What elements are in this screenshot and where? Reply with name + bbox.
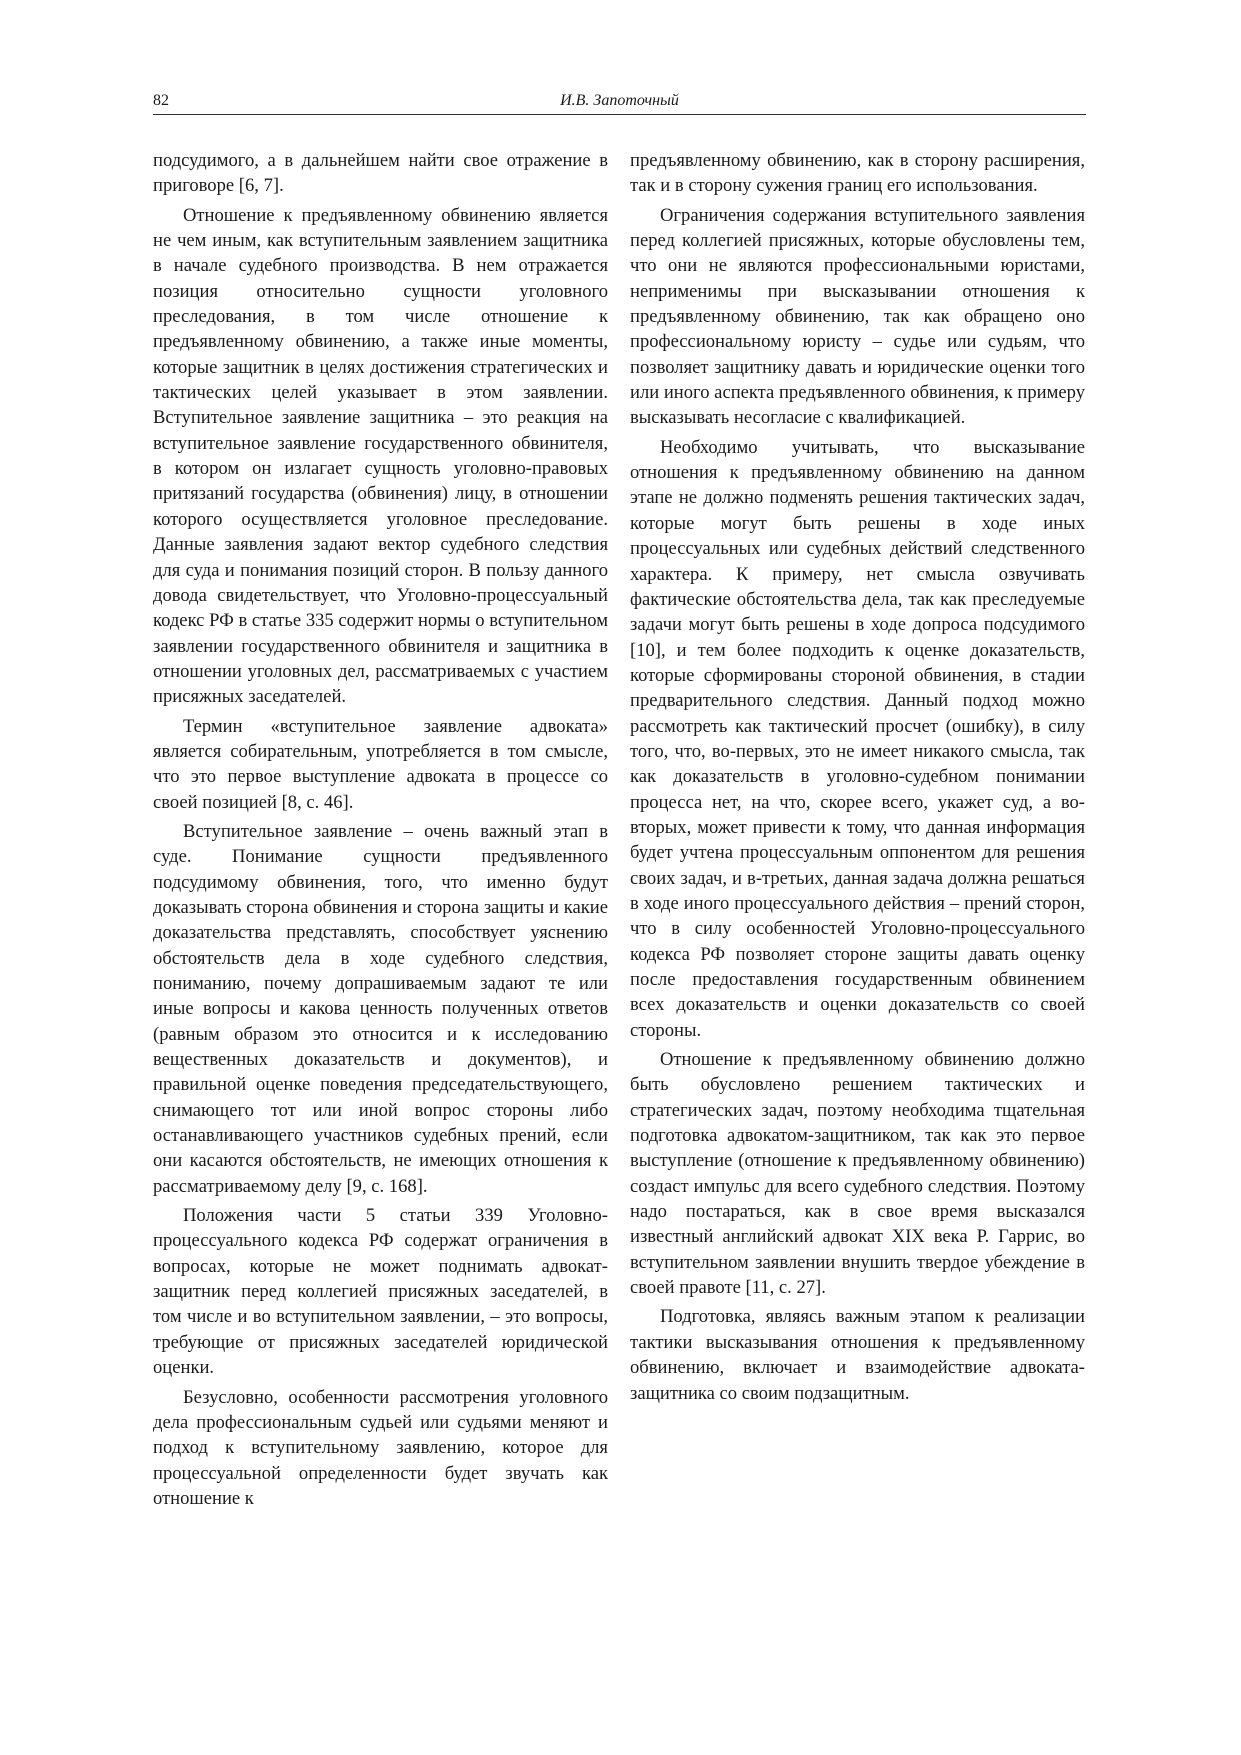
paragraph: Необходимо учитывать, что высказывание отношения к предъявленному обвинению на данном этапе не должно подменять решения тактических задач, которые могут быть решены в ходе иных процессуальных или судебных действий следственного характера. К примеру, нет смысла озвучивать фактические обстоятельства дела, так как преследуемые задачи могут быть решены в ходе допроса подсудимого [10], и тем более подходить к оценке доказательств, которые сформированы стороной обвинения, в стадии предварительного следствия. Данный подход можно рассмотреть как тактический просчет (ошибку), в силу того, что, во-первых, это не имеет никакого смысла, так как доказательств в уголовно-судебном понимании процесса нет, на что, скорее всего, укажет суд, а во-вторых, может привести к тому, что данная информация будет учтена процессуальным оппонентом для решения своих задач, и в-третьих, данная задача должна решаться в ходе иного процессуального действия – прений сторон, что в силу особенностей Уголовно-процессуального кодекса РФ позволяет стороне защиты давать оценку после предоставления государственным обвинением всех доказательств и оценки доказательств со своей стороны. (630, 436, 1085, 1041)
paragraph: Подготовка, являясь важным этапом к реализации тактики высказывания отношения к предъявленному обвинению, включает и взаимодействие адвоката-защитника со своим подзащитным. (630, 1306, 1085, 1404)
paragraph: Термин «вступительное заявление адвоката» является собирательным, употребляется в том смысле, что это первое выступление адвоката в процессе со своей позицией [8, с. 46]. (153, 715, 608, 813)
paragraph: Безусловно, особенности рассмотрения уголовного дела профессиональным судьей или судьями меняют и подход к вступительному заявлению, которое для процессуальной определенности будет звучать как отношение к (153, 1386, 608, 1509)
paragraph: Отношение к предъявленному обвинению является не чем иным, как вступительным заявлением защитника в начале судебного производства. В нем отражается позиция относительно сущности уголовного преследования, в том числе отношение к предъявленному обвинению, а также иные моменты, которые защитник в целях достижения стратегических и тактических целей указывает в этом заявлении. Вступительное заявление защитника – это реакция на вступительное заявление государственного обвинителя, в котором он излагает сущность уголовно-правовых притязаний государства (обвинения) лицу, в отношении которого осуществляется уголовное преследование. Данные заявления задают вектор судебного следствия для суда и понимания позиций сторон. В пользу данного довода свидетельствует, что Уголовно-процессуальный кодекс РФ в статье 335 содержит нормы о вступительном заявлении государственного обвинителя и защитника в отношении уголовных дел, рассматриваемых с участием присяжных заседателей. (153, 204, 608, 708)
right-column (630, 148, 1085, 1410)
left-column (153, 148, 608, 1515)
paragraph: предъявленному обвинению, как в сторону расширения, так и в сторону сужения границ его использования. (630, 150, 1085, 197)
paragraph: Вступительное заявление – очень важный этап в суде. Понимание сущности предъявленного подсудимому обвинения, того, что именно будут доказывать сторона обвинения и сторона защиты и какие доказательства представлять, способствует уяснению обстоятельств дела в ходе судебного следствия, пониманию, почему допрашиваемым задают те или иные вопросы и какова ценность полученных ответов (равным образом это относится и к исследованию вещественных доказательств и документов), и правильной оценке поведения председательствующего, снимающего тот или иной вопрос стороны либо останавливающего участников судебных прений, если они касаются обстоятельств, не имеющих отношения к рассматриваемому делу [9, с. 168]. (153, 820, 608, 1197)
paragraph: Отношение к предъявленному обвинению должно быть обусловлено решением тактических и стратегических задач, поэтому необходима тщательная подготовка адвокатом-защитником, так как это первое выступление (отношение к предъявленному обвинению) создаст импульс для всего судебного следствия. Поэтому надо постараться, как в свое время высказался известный английский адвокат XIX века Р. Гаррис, во вступительном заявлении внушить твердое убеждение в своей правоте [11, с. 27]. (630, 1049, 1085, 1299)
page-header (153, 92, 1086, 115)
paragraph: подсудимого, а в дальнейшем найти свое отражение в приговоре [6, 7]. (153, 150, 608, 197)
paragraph: Ограничения содержания вступительного заявления перед коллегией присяжных, которые обусловлены тем, что они не являются профессиональными юристами, неприменимы при высказывании отношения к предъявленному обвинению, так как обращено оно профессиональному юристу – судье или судьям, что позволяет защитнику давать и юридические оценки того или иного аспекта предъявленного обвинения, к примеру высказывать несогласие с квалификацией. (630, 204, 1085, 429)
running-head-author: И.В. Запоточный (560, 92, 679, 109)
paragraph: Положения части 5 статьи 339 Уголовно-процессуального кодекса РФ содержат ограничения в вопросах, которые не может поднимать адвокат-защитник перед коллегией присяжных заседателей, в том числе и во вступительном заявлении, – это вопросы, требующие от присяжных заседателей юридической оценки. (153, 1205, 608, 1379)
page-number: 82 (153, 92, 169, 109)
